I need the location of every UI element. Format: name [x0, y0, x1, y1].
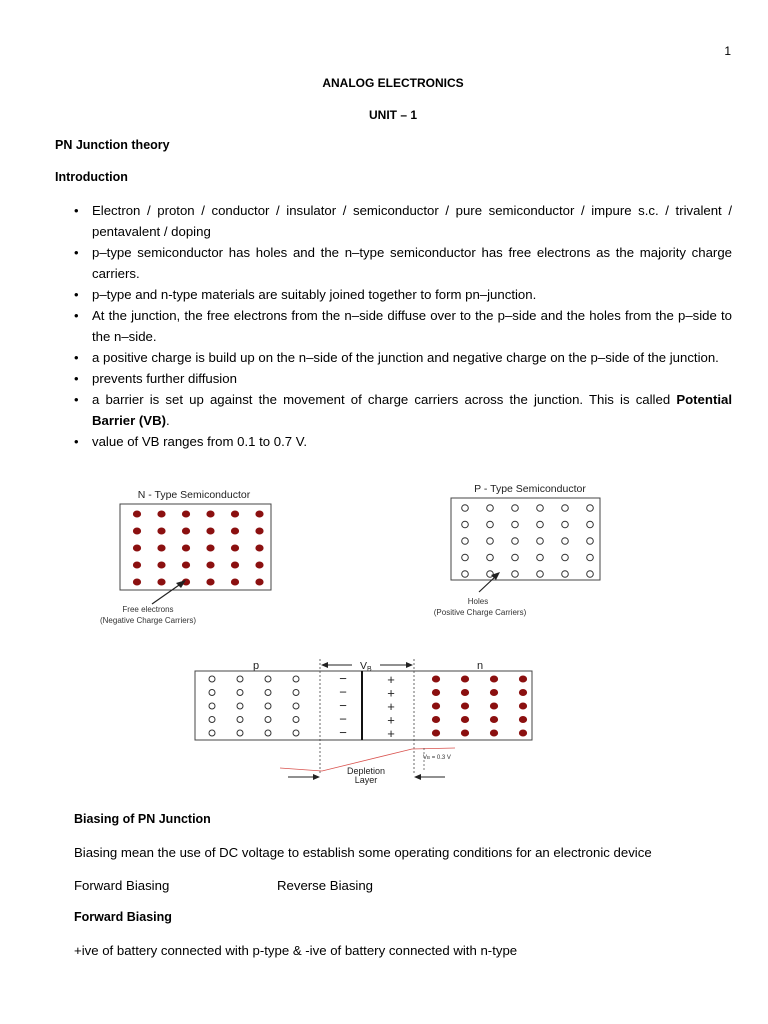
- hole-dot: [487, 554, 494, 561]
- electron-dot: [432, 703, 439, 709]
- electron-dot: [519, 703, 526, 709]
- potential-line-flat-left: [280, 768, 322, 771]
- hole-dot: [537, 554, 544, 561]
- hole-dot: [512, 505, 519, 512]
- hole-dot: [487, 521, 494, 528]
- electron-dot: [207, 545, 214, 551]
- hole-dot: [562, 538, 569, 545]
- intro-bullet-list: [55, 200, 732, 452]
- voltage-value-label: VB = 0.3 V: [423, 755, 451, 761]
- electron-dot: [432, 717, 439, 723]
- hole-dot: [209, 690, 215, 696]
- positive-ion: +: [387, 712, 395, 728]
- electron-dot: [490, 690, 497, 696]
- n-type-title: N - Type Semiconductor: [137, 489, 251, 501]
- biasing-heading: Biasing of PN Junction: [74, 812, 211, 826]
- list-item: • p–type semiconductor has holes and the n–type semiconductor has free electrons as the majority charge carriers.: [55, 242, 732, 284]
- electron-dot: [158, 562, 165, 568]
- arrow-head-icon: [414, 774, 421, 780]
- hole-grid: [462, 505, 594, 578]
- negative-ion: −: [339, 671, 347, 686]
- pn-junction-figure: [180, 655, 550, 790]
- intro-heading: Introduction: [55, 170, 128, 184]
- electron-grid: [133, 511, 263, 585]
- electron-dot: [133, 528, 140, 534]
- electron-dot: [133, 511, 140, 517]
- p-type-figure: [420, 478, 620, 623]
- list-item: • a positive charge is build up on the n–side of the junction and negative charge on the p–side of the junction.: [55, 347, 732, 368]
- potential-line-flat-right: [412, 748, 455, 749]
- negative-ion-column: [339, 671, 347, 740]
- hole-dot: [265, 676, 271, 682]
- hole-dot: [237, 690, 243, 696]
- hole-dot: [293, 730, 299, 736]
- electron-dot: [461, 717, 468, 723]
- electron-dot: [461, 676, 468, 682]
- hole-pointer-line: [479, 576, 496, 592]
- hole-dot: [587, 505, 594, 512]
- p-type-block: [451, 498, 600, 580]
- document-title: ANALOG ELECTRONICS: [322, 76, 464, 90]
- arrow-head-icon: [406, 662, 413, 668]
- electron-dot: [432, 730, 439, 736]
- electron-dot: [519, 690, 526, 696]
- positive-ion: +: [387, 699, 395, 714]
- electron-dot: [461, 703, 468, 709]
- hole-dot: [462, 571, 469, 578]
- electron-dot: [158, 511, 165, 517]
- electron-dot: [461, 730, 468, 736]
- hole-dot: [462, 521, 469, 528]
- electron-dot: [256, 528, 263, 534]
- list-item: • p–type and n-type materials are suitably joined together to form pn–junction.: [55, 284, 732, 305]
- electron-dot: [158, 528, 165, 534]
- electron-dot: [133, 545, 140, 551]
- electron-dot: [256, 579, 263, 585]
- n-type-block: [120, 504, 271, 590]
- electron-dot: [256, 562, 263, 568]
- hole-dot: [587, 538, 594, 545]
- positive-ion-column: [387, 672, 395, 741]
- hole-dot: [512, 554, 519, 561]
- electron-dot: [490, 676, 497, 682]
- forward-biasing-label: Forward Biasing: [74, 878, 170, 893]
- junction-block: [195, 671, 532, 740]
- electron-dot: [490, 730, 497, 736]
- hole-dot: [512, 521, 519, 528]
- holes-label: Holes: [467, 597, 489, 606]
- hole-dot: [537, 505, 544, 512]
- depletion-label: Depletion: [346, 766, 386, 776]
- hole-dot: [237, 676, 243, 682]
- positive-ion: +: [387, 672, 395, 687]
- negative-ion: −: [339, 711, 347, 727]
- hole-dot: [537, 571, 544, 578]
- hole-dot: [587, 571, 594, 578]
- electron-dot: [158, 545, 165, 551]
- hole-dot: [209, 730, 215, 736]
- hole-dot: [462, 554, 469, 561]
- forward-biasing-heading: Forward Biasing: [74, 910, 172, 924]
- electron-dot: [490, 717, 497, 723]
- electron-dot: [231, 545, 238, 551]
- forward-biasing-description: +ive of battery connected with p-type & -ive of battery connected with n-type: [74, 943, 518, 958]
- unit-title: UNIT – 1: [368, 108, 417, 122]
- hole-dot: [265, 717, 271, 723]
- electron-dot: [490, 703, 497, 709]
- hole-dot: [562, 554, 569, 561]
- electron-dot: [432, 676, 439, 682]
- hole-dot: [562, 571, 569, 578]
- hole-dot: [562, 521, 569, 528]
- hole-dot: [209, 717, 215, 723]
- hole-dot: [487, 505, 494, 512]
- electron-grid: [432, 676, 526, 736]
- electron-dot: [519, 717, 526, 723]
- hole-dot: [462, 538, 469, 545]
- list-item: • value of VB ranges from 0.1 to 0.7 V.: [55, 431, 732, 452]
- hole-dot: [537, 521, 544, 528]
- arrow-head-icon: [313, 774, 320, 780]
- electron-dot: [461, 690, 468, 696]
- hole-dot: [293, 717, 299, 723]
- electron-dot: [158, 579, 165, 585]
- electron-dot: [207, 562, 214, 568]
- layer-label: Layer: [354, 775, 378, 785]
- hole-dot: [512, 538, 519, 545]
- arrow-head-icon: [321, 662, 328, 668]
- electron-pointer-line: [152, 583, 182, 604]
- vb-label: VB: [360, 660, 372, 673]
- hole-dot: [562, 505, 569, 512]
- list-item: • Electron / proton / conductor / insulator / semiconductor / pure semiconductor / impure s.c. / trivalent / pentavalent / doping: [55, 200, 732, 242]
- hole-dot: [293, 703, 299, 709]
- positive-carriers-label: (Positive Charge Carriers): [433, 608, 527, 617]
- biasing-definition: Biasing mean the use of DC voltage to establish some operating conditions for an electronic device: [74, 845, 652, 860]
- electron-dot: [207, 511, 214, 517]
- electron-dot: [182, 528, 189, 534]
- electron-dot: [207, 579, 214, 585]
- hole-dot: [265, 690, 271, 696]
- negative-ion: −: [339, 725, 347, 740]
- electron-dot: [231, 562, 238, 568]
- hole-dot: [237, 717, 243, 723]
- hole-dot: [209, 676, 215, 682]
- list-item: • prevents further diffusion: [55, 368, 732, 389]
- electron-dot: [231, 511, 238, 517]
- hole-dot: [237, 730, 243, 736]
- n-type-figure: [90, 484, 290, 629]
- hole-dot: [487, 538, 494, 545]
- hole-dot: [537, 538, 544, 545]
- p-type-title: P - Type Semiconductor: [474, 483, 586, 495]
- hole-dot: [293, 676, 299, 682]
- hole-dot: [265, 730, 271, 736]
- p-region-label: p: [252, 660, 260, 672]
- free-electrons-label: Free electrons: [122, 605, 174, 614]
- hole-grid: [209, 676, 299, 736]
- electron-dot: [182, 545, 189, 551]
- page-number: 1: [724, 44, 731, 58]
- reverse-biasing-label: Reverse Biasing: [277, 878, 374, 893]
- electron-dot: [231, 579, 238, 585]
- electron-dot: [207, 528, 214, 534]
- positive-ion: +: [387, 726, 395, 741]
- list-item: • a barrier is set up against the movement of charge carriers across the junction. This is called Potential Barrier (VB).: [55, 389, 732, 431]
- electron-dot: [519, 676, 526, 682]
- electron-dot: [256, 545, 263, 551]
- hole-dot: [293, 690, 299, 696]
- electron-dot: [133, 562, 140, 568]
- electron-dot: [133, 579, 140, 585]
- electron-dot: [256, 511, 263, 517]
- electron-dot: [519, 730, 526, 736]
- hole-dot: [512, 571, 519, 578]
- negative-carriers-label: (Negative Charge Carriers): [99, 616, 197, 625]
- electron-dot: [432, 690, 439, 696]
- hole-dot: [462, 505, 469, 512]
- electron-dot: [231, 528, 238, 534]
- n-region-label: n: [476, 660, 484, 672]
- electron-dot: [182, 511, 189, 517]
- hole-dot: [265, 703, 271, 709]
- negative-ion: −: [339, 684, 347, 700]
- section-title: PN Junction theory: [55, 138, 170, 152]
- list-item: • At the junction, the free electrons from the n–side diffuse over to the p–side and the holes from the p–side to the n–side.: [55, 305, 732, 347]
- hole-dot: [209, 703, 215, 709]
- hole-dot: [237, 703, 243, 709]
- hole-dot: [587, 554, 594, 561]
- negative-ion: −: [339, 698, 347, 713]
- hole-dot: [587, 521, 594, 528]
- electron-dot: [182, 562, 189, 568]
- positive-ion: +: [387, 685, 395, 701]
